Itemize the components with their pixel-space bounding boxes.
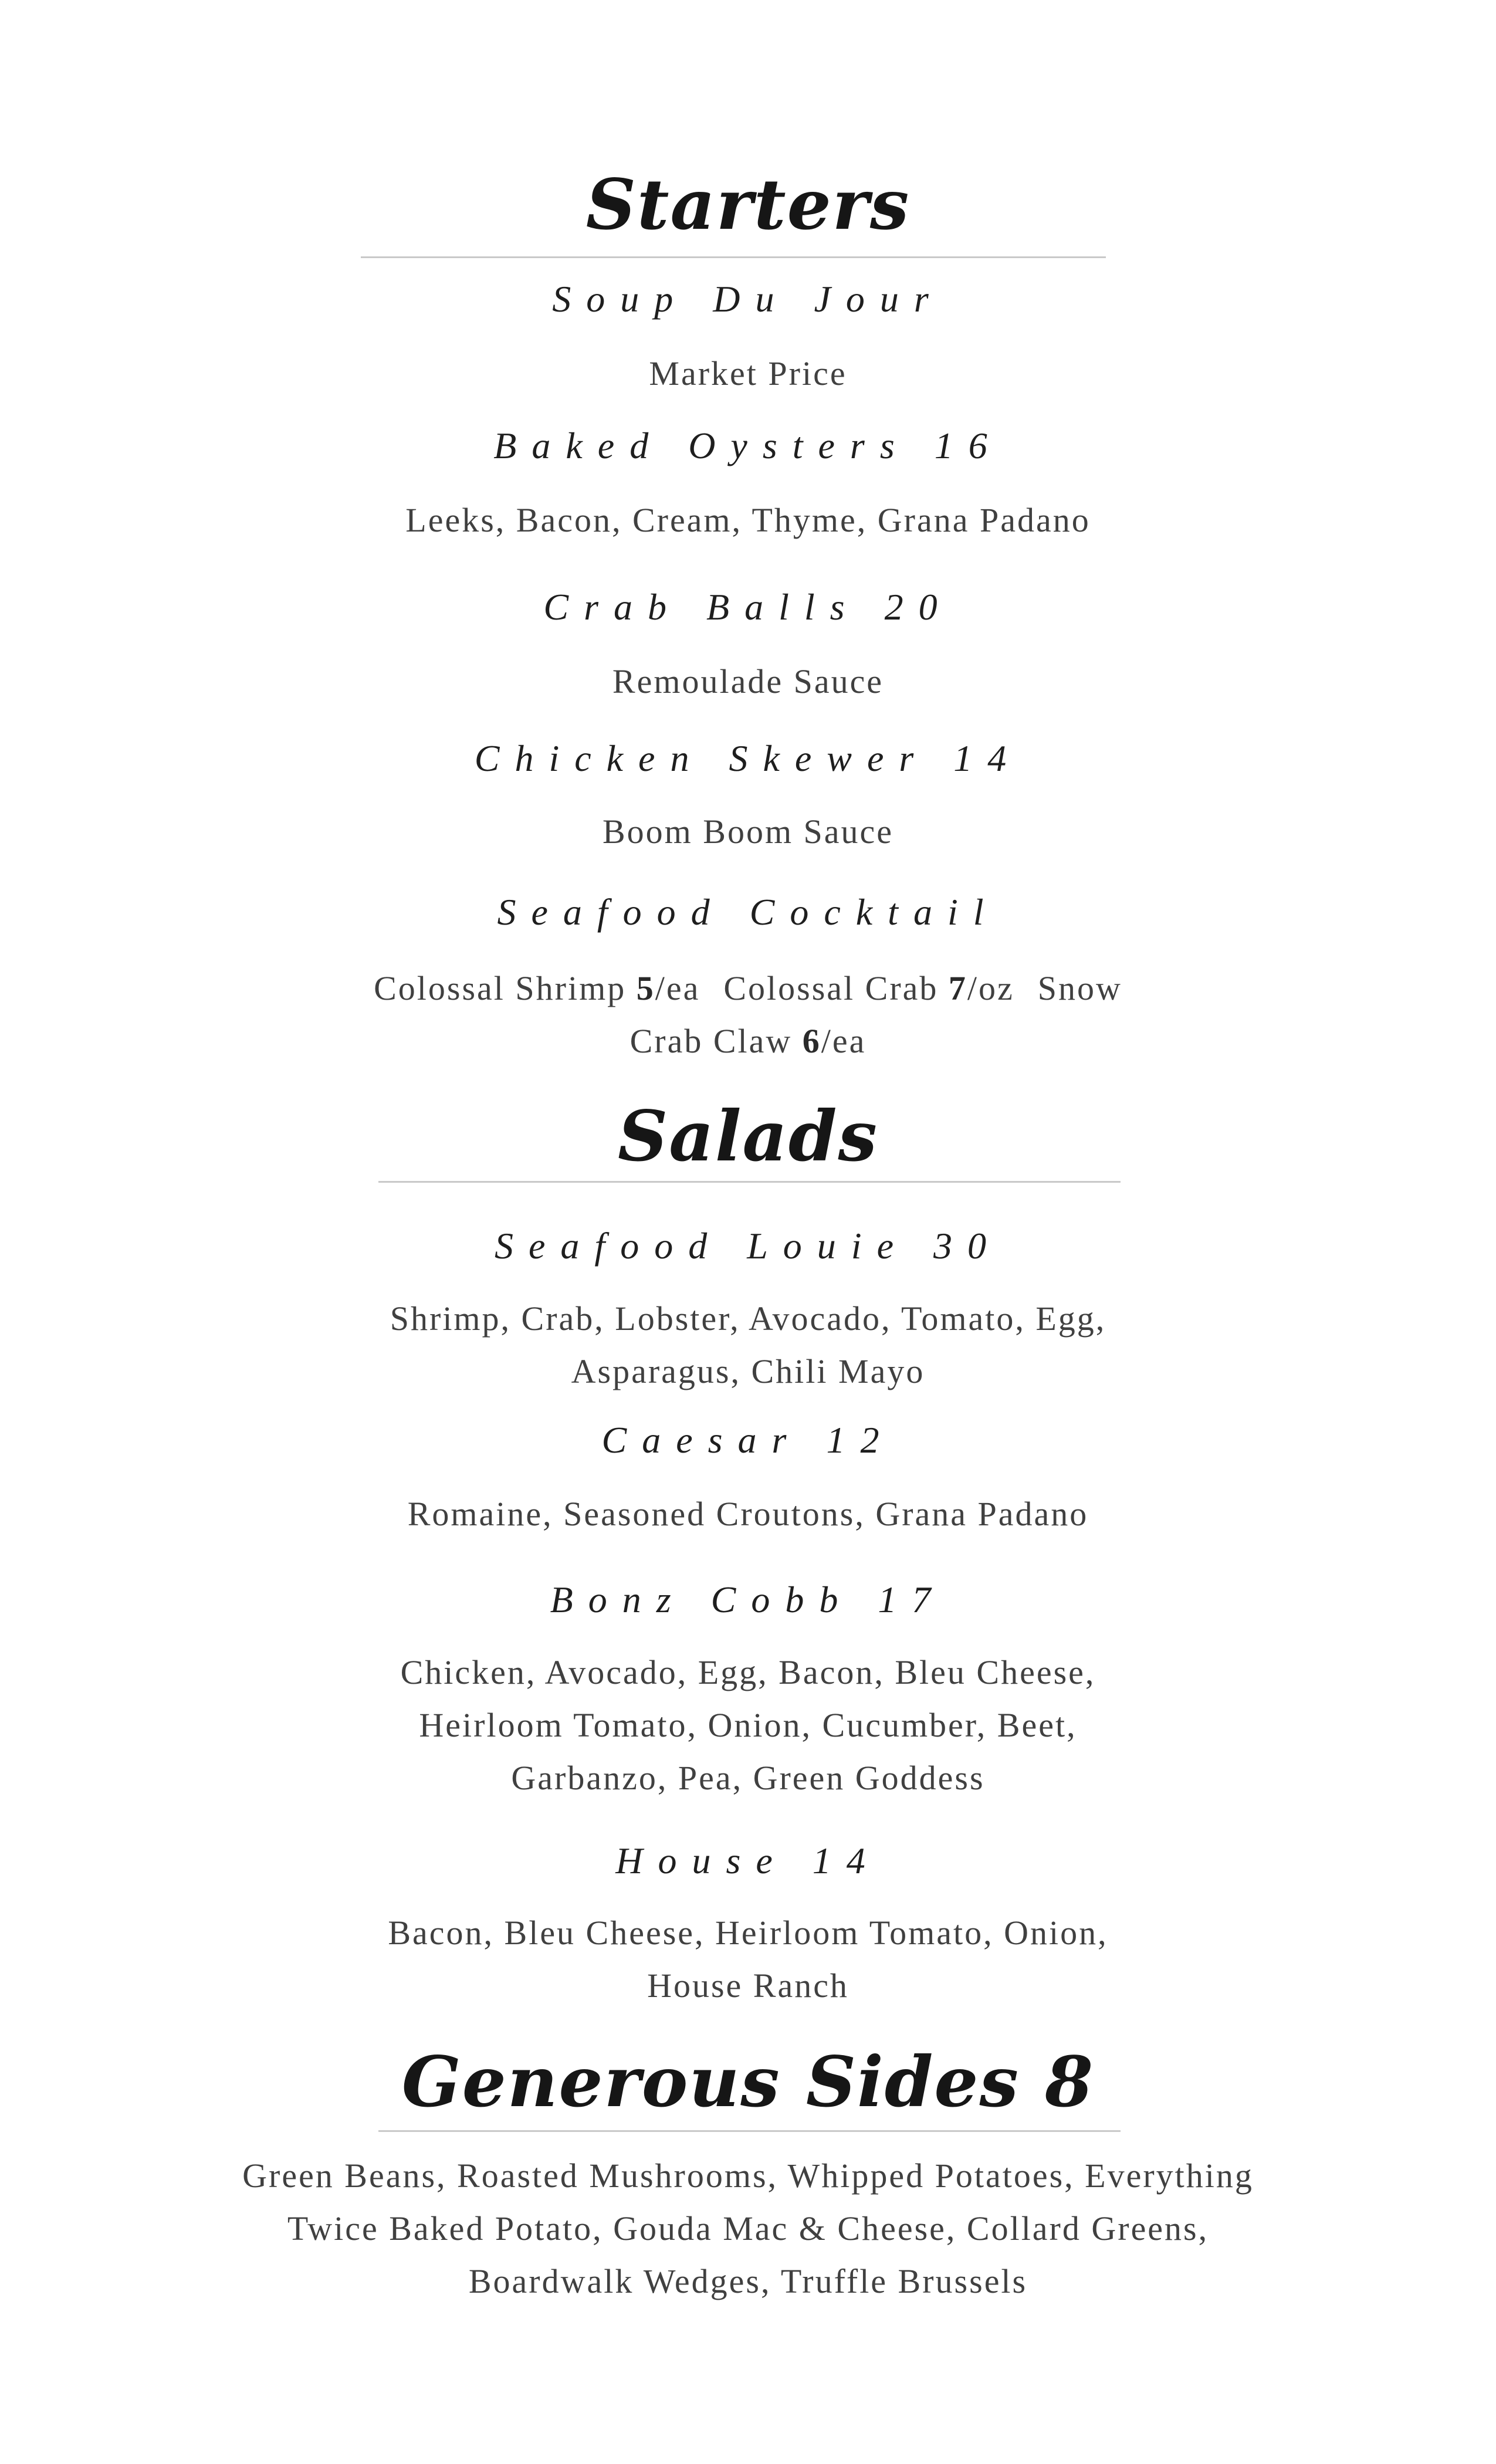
menu-item-name: Soup Du Jour (552, 278, 944, 320)
description-line: Boardwalk Wedges, Truffle Brussels (468, 2262, 1028, 2300)
description-line: Chicken, Avocado, Egg, Bacon, Bleu Cheese, (400, 1653, 1096, 1691)
menu-item-description (0, 1646, 1496, 1805)
menu-item-description: Market Price (649, 354, 847, 392)
menu-item-description: Leeks, Bacon, Cream, Thyme, Grana Padano (405, 501, 1091, 539)
starters-heading: Starters (585, 164, 911, 245)
description-line: Shrimp, Crab, Lobster, Avocado, Tomato, Egg, (390, 1299, 1106, 1338)
starters-divider (361, 256, 1106, 258)
menu-item-name: Seafood Cocktail (497, 891, 999, 933)
menu-item-name: Bonz Cobb 17 (550, 1579, 946, 1620)
description-line: Romaine, Seasoned Croutons, Grana Padano (407, 1495, 1089, 1533)
menu-item-name: Crab Balls 20 (543, 586, 953, 628)
menu-item-name: Chicken Skewer 14 (474, 737, 1022, 779)
description-line: Twice Baked Potato, Gouda Mac & Cheese, Collard Greens, (287, 2209, 1209, 2248)
menu-item-name: Baked Oysters 16 (493, 425, 1003, 466)
menu-item-description (0, 1292, 1496, 1398)
menu-item-description (0, 962, 1496, 1068)
sides-divider (378, 2130, 1121, 2132)
description-line: Crab Claw 6/ea (629, 1022, 867, 1060)
description-line: Colossal Shrimp 5/ea Colossal Crab 7/oz Snow (374, 969, 1122, 1007)
menu-item-name: Caesar 12 (601, 1419, 895, 1461)
description-line: Asparagus, Chili Mayo (571, 1352, 925, 1390)
sides-description (0, 2150, 1496, 2308)
menu-item-description: Boom Boom Sauce (602, 813, 894, 851)
menu-item-description (0, 1488, 1496, 1541)
description-line: Bacon, Bleu Cheese, Heirloom Tomato, Onion, (388, 1914, 1108, 1952)
sides-heading: Generous Sides 8 (401, 2041, 1095, 2123)
description-line: Heirloom Tomato, Onion, Cucumber, Beet, (419, 1706, 1077, 1744)
menu-item-name: House 14 (615, 1840, 881, 1881)
description-line: House Ranch (647, 1967, 849, 2005)
description-line: Garbanzo, Pea, Green Goddess (511, 1759, 985, 1797)
description-line: Green Beans, Roasted Mushrooms, Whipped Potatoes, Everything (242, 2157, 1254, 2195)
salads-divider (378, 1181, 1121, 1183)
menu-item-description: Remoulade Sauce (612, 662, 884, 700)
menu-item-description (0, 1907, 1496, 2012)
salads-heading: Salads (618, 1095, 878, 1177)
menu-item-name: Seafood Louie 30 (495, 1225, 1001, 1267)
